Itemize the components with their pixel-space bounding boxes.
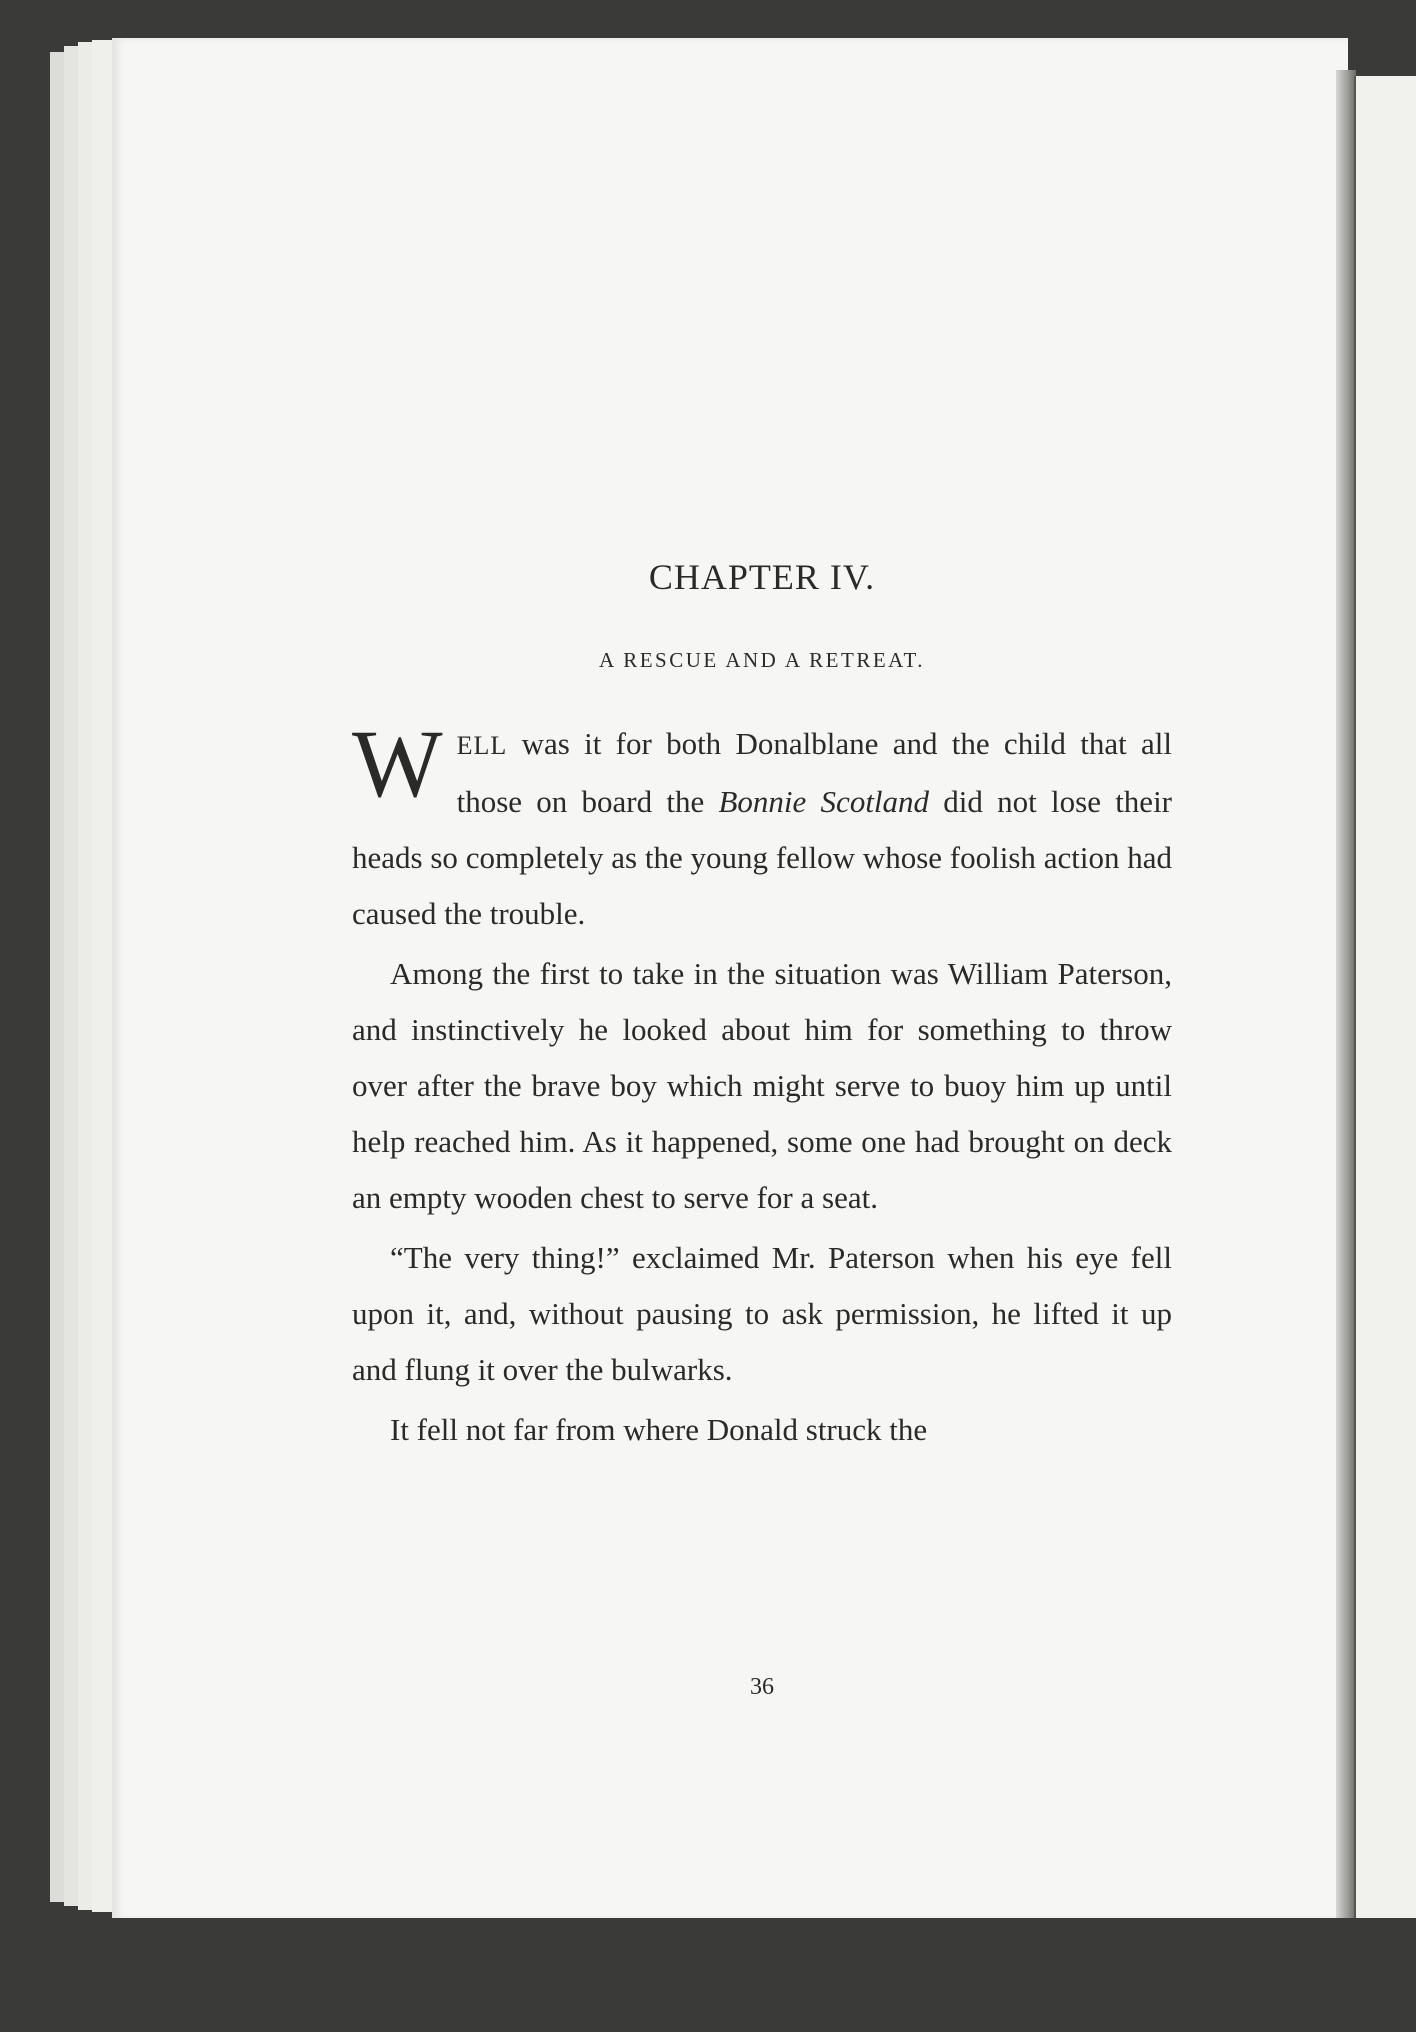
paragraph-4: It fell not far from where Donald struck the [390, 1412, 928, 1447]
ship-name: Bonnie Scotland [718, 784, 930, 819]
background-bottom [40, 1918, 1416, 2032]
paragraph-1-text-b: did not lose their heads so completely as the young fellow whose foolish action had caused the trouble. [352, 784, 1173, 931]
book-gutter [1336, 70, 1356, 1920]
paragraph-2: Among the first to take in the situation was William Paterson, and instinctively he looked about him for something to throw over after the brave boy which might serve to buoy him up until help reached him. As it happened, some one had brought on deck an empty wooden chest to serve for a seat. [352, 956, 1172, 1215]
paragraph-3: “The very thing!” exclaimed Mr. Paterson when his eye fell upon it, and, without pausing to ask permission, he lifted it up and flung it over the bulwarks. [352, 1240, 1172, 1387]
drop-cap: W [352, 710, 443, 817]
facing-page-edge [1354, 76, 1416, 1928]
paragraph-1 [352, 710, 1173, 942]
chapter-body [352, 710, 1173, 1458]
chapter-subtitle: A RESCUE AND A RETREAT. [598, 648, 926, 672]
chapter-title: CHAPTER IV. [648, 557, 876, 597]
page-number: 36 [750, 1674, 774, 1700]
paragraph-1-text-a: was it for both Donalblane and the child that all those on board the [456, 726, 1172, 819]
small-caps-opening: ELL [456, 731, 508, 760]
